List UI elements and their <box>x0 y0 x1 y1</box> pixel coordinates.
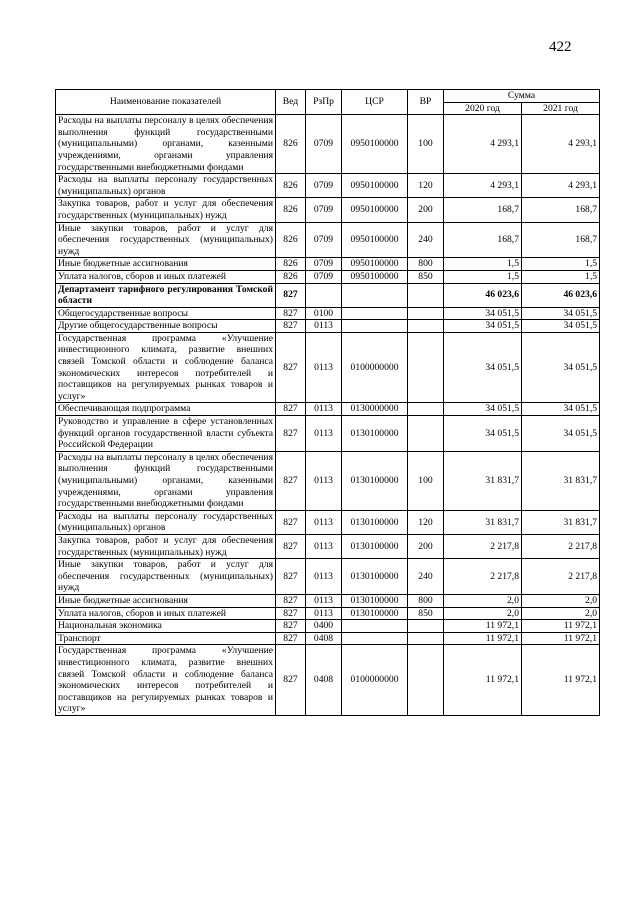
row-vr: 100 <box>408 451 444 510</box>
row-sum-2021: 2,0 <box>522 607 600 620</box>
table-row <box>56 307 600 320</box>
row-csr <box>342 632 408 645</box>
row-sum-2021: 46 023,6 <box>522 283 600 307</box>
header-name: Наименование показателей <box>56 90 276 115</box>
row-csr <box>342 283 408 307</box>
row-name: Расходы на выплаты персоналу государственных (муниципальных) органов <box>56 174 276 198</box>
row-name: Иные закупки товаров, работ и услуг для обеспечения государственных (муниципальных) нужд <box>56 559 276 595</box>
row-sum-2020: 2 217,8 <box>444 534 522 558</box>
row-sum-2021: 34 051,5 <box>522 307 600 320</box>
row-vr: 120 <box>408 510 444 534</box>
row-name: Транспорт <box>56 632 276 645</box>
row-ved: 827 <box>276 451 306 510</box>
row-rzpr: 0113 <box>306 534 342 558</box>
row-ved: 827 <box>276 416 306 452</box>
row-vr <box>408 620 444 633</box>
row-sum-2020: 2 217,8 <box>444 559 522 595</box>
row-rzpr: 0113 <box>306 510 342 534</box>
row-vr <box>408 307 444 320</box>
row-vr: 800 <box>408 594 444 607</box>
row-rzpr: 0408 <box>306 645 342 716</box>
header-rzpr: РзПр <box>306 90 342 115</box>
row-csr: 0130100000 <box>342 534 408 558</box>
row-csr: 0950100000 <box>342 174 408 198</box>
row-sum-2021: 4 293,1 <box>522 115 600 174</box>
table-row <box>56 594 600 607</box>
row-vr <box>408 403 444 416</box>
table-row <box>56 174 600 198</box>
row-vr <box>408 632 444 645</box>
row-name: Уплата налогов, сборов и иных платежей <box>56 270 276 283</box>
row-ved: 826 <box>276 115 306 174</box>
row-sum-2020: 1,5 <box>444 258 522 271</box>
row-csr: 0950100000 <box>342 270 408 283</box>
row-vr <box>408 283 444 307</box>
row-name: Расходы на выплаты персоналу в целях обеспечения выполнения функций государственными (муниципальными) органами, казенными учреждениями, органами управления государственными внебюджетными фондами <box>56 451 276 510</box>
row-name: Государственная программа «Улучшение инвестиционного климата, развитие внешних связей Томской области и соблюдение баланса экономических интересов потребителей и поставщиков на регулируемых рынках товаров и услуг» <box>56 645 276 716</box>
row-ved: 827 <box>276 607 306 620</box>
row-csr: 0950100000 <box>342 198 408 222</box>
row-sum-2021: 34 051,5 <box>522 320 600 333</box>
table-row <box>56 115 600 174</box>
row-csr <box>342 320 408 333</box>
row-rzpr: 0709 <box>306 198 342 222</box>
row-name: Департамент тарифного регулирования Томской области <box>56 283 276 307</box>
row-rzpr: 0113 <box>306 403 342 416</box>
row-sum-2020: 31 831,7 <box>444 451 522 510</box>
row-rzpr: 0709 <box>306 222 342 258</box>
row-ved: 827 <box>276 320 306 333</box>
row-sum-2021: 34 051,5 <box>522 332 600 403</box>
row-name: Национальная экономика <box>56 620 276 633</box>
row-sum-2020: 168,7 <box>444 198 522 222</box>
row-rzpr: 0709 <box>306 270 342 283</box>
row-csr: 0100000000 <box>342 332 408 403</box>
row-name: Общегосударственные вопросы <box>56 307 276 320</box>
row-csr: 0130100000 <box>342 416 408 452</box>
row-sum-2021: 31 831,7 <box>522 451 600 510</box>
table-row <box>56 332 600 403</box>
table-row <box>56 534 600 558</box>
row-sum-2020: 34 051,5 <box>444 320 522 333</box>
row-rzpr: 0113 <box>306 451 342 510</box>
row-ved: 826 <box>276 258 306 271</box>
row-sum-2021: 1,5 <box>522 258 600 271</box>
row-sum-2020: 1,5 <box>444 270 522 283</box>
row-name: Уплата налогов, сборов и иных платежей <box>56 607 276 620</box>
table-row <box>56 620 600 633</box>
row-csr: 0130100000 <box>342 559 408 595</box>
row-sum-2020: 4 293,1 <box>444 174 522 198</box>
header-year-2021: 2021 год <box>522 102 600 115</box>
row-name: Иные бюджетные ассигнования <box>56 594 276 607</box>
row-sum-2021: 31 831,7 <box>522 510 600 534</box>
row-sum-2021: 34 051,5 <box>522 403 600 416</box>
row-rzpr: 0113 <box>306 559 342 595</box>
table-row <box>56 258 600 271</box>
header-year-2020: 2020 год <box>444 102 522 115</box>
row-rzpr: 0113 <box>306 594 342 607</box>
row-vr: 240 <box>408 222 444 258</box>
row-sum-2020: 11 972,1 <box>444 632 522 645</box>
row-vr: 850 <box>408 270 444 283</box>
row-sum-2021: 34 051,5 <box>522 416 600 452</box>
row-name: Закупка товаров, работ и услуг для обеспечения государственных (муниципальных) нужд <box>56 198 276 222</box>
row-rzpr: 0709 <box>306 115 342 174</box>
row-sum-2020: 11 972,1 <box>444 620 522 633</box>
row-rzpr: 0113 <box>306 607 342 620</box>
table-row <box>56 283 600 307</box>
budget-table <box>55 89 600 716</box>
header-sum: Сумма <box>444 90 600 103</box>
table-row <box>56 270 600 283</box>
row-vr: 800 <box>408 258 444 271</box>
header-vr: ВР <box>408 90 444 115</box>
row-sum-2021: 168,7 <box>522 198 600 222</box>
row-rzpr: 0113 <box>306 416 342 452</box>
row-sum-2021: 4 293,1 <box>522 174 600 198</box>
table-row <box>56 607 600 620</box>
table-row <box>56 632 600 645</box>
table-row <box>56 320 600 333</box>
row-ved: 827 <box>276 332 306 403</box>
row-sum-2020: 34 051,5 <box>444 416 522 452</box>
header-ved: Вед <box>276 90 306 115</box>
row-ved: 827 <box>276 620 306 633</box>
row-vr <box>408 645 444 716</box>
row-vr <box>408 416 444 452</box>
page-number: 422 <box>549 39 572 55</box>
row-csr: 0130100000 <box>342 594 408 607</box>
row-sum-2021: 2,0 <box>522 594 600 607</box>
row-vr: 120 <box>408 174 444 198</box>
row-ved: 826 <box>276 198 306 222</box>
row-csr: 0950100000 <box>342 222 408 258</box>
row-sum-2020: 34 051,5 <box>444 307 522 320</box>
row-vr: 200 <box>408 534 444 558</box>
table-row <box>56 645 600 716</box>
row-rzpr: 0408 <box>306 632 342 645</box>
row-ved: 826 <box>276 270 306 283</box>
row-vr <box>408 332 444 403</box>
header-csr: ЦСР <box>342 90 408 115</box>
row-sum-2021: 2 217,8 <box>522 559 600 595</box>
row-sum-2021: 1,5 <box>522 270 600 283</box>
row-ved: 827 <box>276 594 306 607</box>
row-csr <box>342 307 408 320</box>
row-rzpr: 0113 <box>306 332 342 403</box>
row-csr: 0100000000 <box>342 645 408 716</box>
row-ved: 827 <box>276 283 306 307</box>
row-sum-2021: 2 217,8 <box>522 534 600 558</box>
row-sum-2020: 4 293,1 <box>444 115 522 174</box>
row-vr: 240 <box>408 559 444 595</box>
table-row <box>56 559 600 595</box>
row-csr: 0950100000 <box>342 115 408 174</box>
row-sum-2020: 46 023,6 <box>444 283 522 307</box>
row-ved: 827 <box>276 559 306 595</box>
row-ved: 827 <box>276 645 306 716</box>
row-rzpr: 0113 <box>306 320 342 333</box>
row-sum-2020: 34 051,5 <box>444 403 522 416</box>
row-name: Государственная программа «Улучшение инвестиционного климата, развитие внешних связей Томской области и соблюдение баланса экономических интересов потребителей и поставщиков на регулируемых рынках товаров и услуг» <box>56 332 276 403</box>
row-sum-2021: 168,7 <box>522 222 600 258</box>
row-ved: 826 <box>276 222 306 258</box>
table-row <box>56 416 600 452</box>
row-ved: 827 <box>276 510 306 534</box>
table-row <box>56 403 600 416</box>
row-sum-2021: 11 972,1 <box>522 620 600 633</box>
table-body <box>56 115 600 716</box>
row-ved: 827 <box>276 307 306 320</box>
table-row <box>56 451 600 510</box>
row-name: Иные закупки товаров, работ и услуг для обеспечения государственных (муниципальных) нужд <box>56 222 276 258</box>
row-sum-2021: 11 972,1 <box>522 632 600 645</box>
row-name: Иные бюджетные ассигнования <box>56 258 276 271</box>
row-rzpr <box>306 283 342 307</box>
row-vr: 200 <box>408 198 444 222</box>
row-csr: 0950100000 <box>342 258 408 271</box>
row-vr <box>408 320 444 333</box>
row-vr: 850 <box>408 607 444 620</box>
row-ved: 826 <box>276 174 306 198</box>
row-ved: 827 <box>276 632 306 645</box>
row-ved: 827 <box>276 403 306 416</box>
row-rzpr: 0709 <box>306 174 342 198</box>
table-row <box>56 198 600 222</box>
row-csr: 0130100000 <box>342 510 408 534</box>
row-sum-2020: 2,0 <box>444 607 522 620</box>
row-name: Расходы на выплаты персоналу в целях обеспечения выполнения функций государственными (муниципальными) органами, казенными учреждениями, органами управления государственными внебюджетными фондами <box>56 115 276 174</box>
row-name: Руководство и управление в сфере установленных функций органов государственной власти субъекта Российской Федерации <box>56 416 276 452</box>
row-name: Закупка товаров, работ и услуг для обеспечения государственных (муниципальных) нужд <box>56 534 276 558</box>
row-sum-2020: 2,0 <box>444 594 522 607</box>
table-row <box>56 510 600 534</box>
row-csr: 0130100000 <box>342 451 408 510</box>
table-header <box>56 90 600 115</box>
row-rzpr: 0709 <box>306 258 342 271</box>
row-sum-2020: 34 051,5 <box>444 332 522 403</box>
table-row <box>56 222 600 258</box>
row-sum-2021: 11 972,1 <box>522 645 600 716</box>
row-csr: 0130100000 <box>342 607 408 620</box>
row-name: Расходы на выплаты персоналу государственных (муниципальных) органов <box>56 510 276 534</box>
row-vr: 100 <box>408 115 444 174</box>
row-rzpr: 0400 <box>306 620 342 633</box>
row-csr <box>342 620 408 633</box>
row-csr: 0130000000 <box>342 403 408 416</box>
row-ved: 827 <box>276 534 306 558</box>
row-name: Обеспечивающая подпрограмма <box>56 403 276 416</box>
row-sum-2020: 168,7 <box>444 222 522 258</box>
row-name: Другие общегосударственные вопросы <box>56 320 276 333</box>
row-sum-2020: 11 972,1 <box>444 645 522 716</box>
row-rzpr: 0100 <box>306 307 342 320</box>
row-sum-2020: 31 831,7 <box>444 510 522 534</box>
